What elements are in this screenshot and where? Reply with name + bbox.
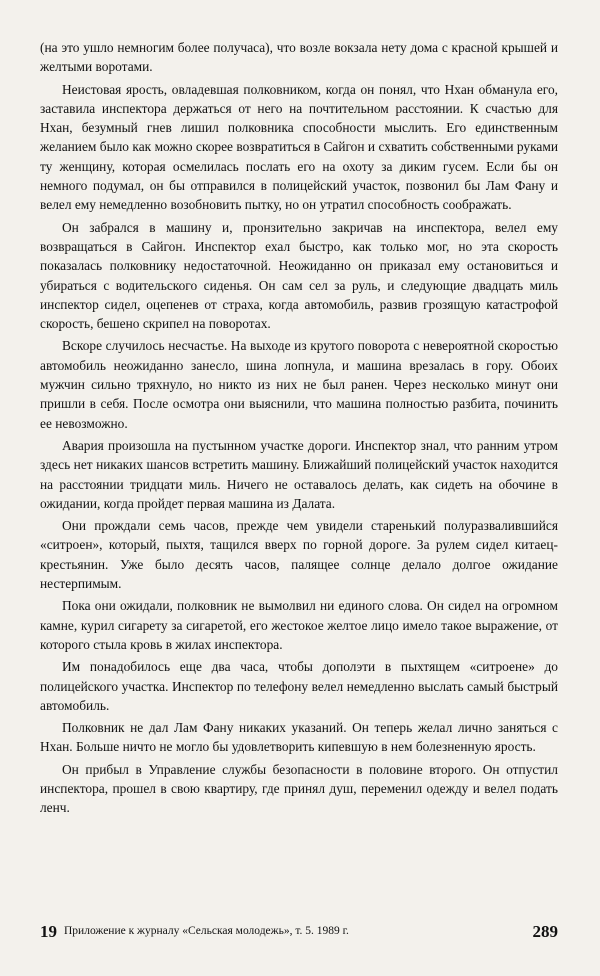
paragraph-9: Полковник не дал Лам Фану никаких указаний. Он теперь желал лично заняться с Нхан. Больше ничто не могло бы удовлетворить кипевшую в нем болезненную ярость. <box>40 720 558 755</box>
paragraph-10: Он прибыл в Управление службы безопасности в половине второго. Он отпустил инспектора, прошел в свою квартиру, где принял душ, переменил одежду и велел подать ленч. <box>40 761 558 816</box>
paragraph-5: Авария произошла на пустынном участке дороги. Инспектор знал, что ранним утром здесь нет никаких шансов встретить машину. Ближайший полицейский участок находится на расстоянии тридцати миль. Ничего не оставалось делать, как сидеть на обочине в ожидании, когда пройдет первая машина из Далата. <box>40 437 558 511</box>
footer-journal-title: Приложение к журналу «Сельская молодежь», т. 5. 1989 г. <box>64 925 349 937</box>
footer-left-number: 19 <box>40 922 57 941</box>
page-footer <box>40 922 558 944</box>
paragraph-6: Они прождали семь часов, прежде чем увидели старенький полуразвалившийся «ситроен», который, пыхтя, тащился вверх по горной дороге. За рулем сидел китаец-крестьянин. Уже было десять часов, палящее солнце делало долгое ожидание нестерпимым. <box>40 518 558 592</box>
paragraph-7: Пока они ожидали, полковник не вымолвил ни единого слова. Он сидел на огромном камне, курил сигарету за сигаретой, его жестокое желтое лицо имело такое выражение, от которого стыла кровь в жилах инспектора. <box>40 598 558 652</box>
paragraph-4: Вскоре случилось несчастье. На выходе из крутого поворота с невероятной скоростью автомобиль неожиданно занесло, шина лопнула, и машина врезалась в гору. Обоих мужчин сильно тряхнуло, но никто из них не был ранен. Через несколько минут они пришли в себя. После осмотра они выяснили, что машина полностью разбита, починить ее невозможно. <box>40 338 558 431</box>
paragraph-3: Он забрался в машину и, пронзительно закричав на инспектора, велел ему возвращаться в Сайгон. Инспектор ехал быстро, как только мог, но эта скорость показалась полковнику недостаточной. Неожиданно он приказал ему остановиться и убираться с водительского сиденья. Он сам сел за руль, и следующие двадцать миль инспектор сидел, оцепенев от страха, когда автомобиль, развив грозящую катастрофой скорость, бешено скрипел на поворотах. <box>40 219 558 332</box>
page-number: 289 <box>532 922 558 941</box>
page-text <box>40 38 558 821</box>
paragraph-2: Неистовая ярость, овладевшая полковником, когда он понял, что Нхан обманула его, заставила инспектора держаться от него на почтительном расстоянии. К счастью для Нхан, безумный гнев лишил полковника способности мыслить. Его единственным желанием было как можно скорее возвратиться в Сайгон и схватить собственными руками ту женщину, которая осмелилась послать его на охоту за диким гусем. Если бы он немного подумал, он бы отправился в полицейский участок, позвонил бы Лам Фану и велел ему немедленно возобновить пытку, но он утратил способность соображать. <box>40 81 558 213</box>
paragraph-1: (на это ушло немногим более получаса), что возле вокзала нету дома с красной крышей и желтыми воротами. <box>40 40 558 75</box>
paragraph-8: Им понадобилось еще два часа, чтобы дополэти в пыхтящем «ситроене» до полицейского участка. Инспектор по телефону велел немедленно выслать самый быстрый автомобиль. <box>40 659 558 713</box>
